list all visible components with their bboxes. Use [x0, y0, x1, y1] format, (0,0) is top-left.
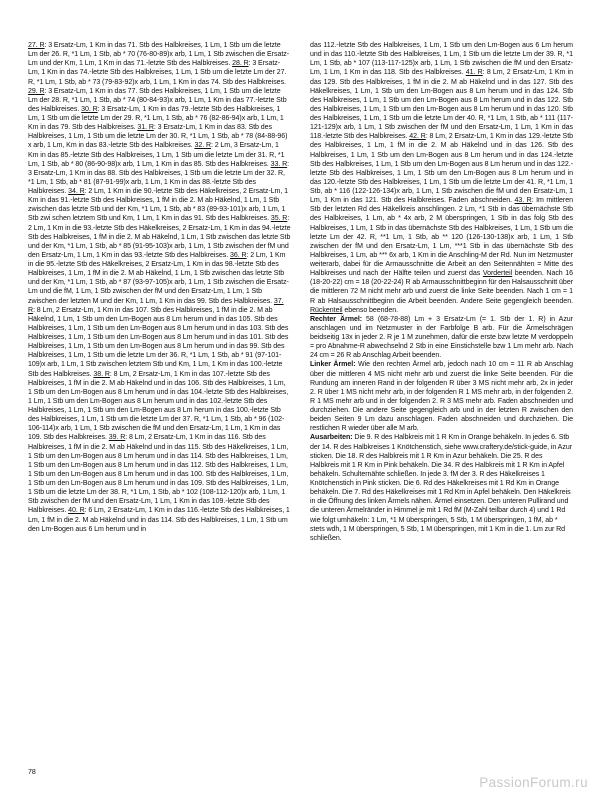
row-marker: 35. R	[270, 215, 288, 223]
two-column-text-body	[28, 41, 574, 751]
text-run: : 8 Lm, 2 Ersatz-Lm, 1 Km in das 129.-letzte Stb des Halbkreises, 1 Lm, 1 fM in die 2. M ab Häkelnd und in das 126. Stb des Halbkreises, 1 Lm, 1 Stb um den Lm-Bogen aus 8 Lm herum und in das 124.-letzte Stb des Halbkreises, 1 Lm, 1 Stb um den Lm-Bogen aus 8 Lm herum und in das 122.-letzte Stb des Halbkreises, 1 Lm, 1 Stb um den Lm-Bogen aus 8 Lm herum und in das 120.-letzte Stb des Halbkreises, 1 Lm, 1 Stb um die letzte Lm der 41. R, *1 Lm, 1 Stb, ab * 116 (122-126-134)x arb, 1 Lm, 1 Stb zwischen die fM und den Ersatz-Lm, 1 Lm, 1 Km in das 121. Stb des Halbkreises. Faden abschneiden.	[310, 133, 573, 205]
text-run: : 2 Lm, 1 Km in die 93.-letzte Stb des Häkelkreises, 2 Ersatz-Lm, 1 Km in das 94.-letzte Stb des Halbkreises, 1 fM in die 2. M ab Häkelnd, 1 Lm, 1 Stb zwischen das letzte Stb und der Km, *1 Lm, 1 Stb, ab * 85 (91-95-103)x arb, 1 Lm, 1 Stb zwischen der fM und den Ersatz-Lm, 1 Lm, 1 Km in das 93.-letzte Stb des Halbkreises.	[28, 215, 291, 259]
row-marker: 43. R	[514, 197, 532, 205]
text-run: Die 9. R des Halbkreis mit 1 R Km in Orange behäkeln. In jedes 6. Stb der 14. R des Halbkreises 1 Knötchenstich, siehe www.craftery.de/stick-guide, in Azur sticken. Die 18. R des Halbkreis mit 1 R Km in Azur behäkeln. Die 25. R des Halbkreis mit 1 R Km in Pink behäkeln. Die 34. R des Halbkreis mit 1 R Km in Apfel behäkeln. Schulternähte schließen. In jede 3. fM der 3. R des Häkelkreises 1 Knötchenstich in Pink sticken. Die 6. Rd des Häkelkreises mit 1 Rd Km in Orange behäkeln. Die 7. Rd des Häkelkreises mit 1 Rd Km in Apfel behäkeln. Den Häkelkreis in die Öffnung des linken Ärmels nähen. Ärmel einsetzen. Den unteren Pullirand und die unteren Ärmelränder in Himmel je mit 1 Rd fM (M-Zahl teilbar durch 4) und 1 Rd wie folgt umhäkeln: 1 Lm, *1 M überspringen, 5 Stb, 1 M überspringen, 1 fM, ab * stets wdh, 1 M überspringen, 5 Stb, 1 M überspringen, mit 1 Km in die 1. Lm zur Rd schließen.	[310, 434, 573, 542]
row-marker: 41. R	[465, 69, 483, 77]
emphasis-term: Rückenteil	[310, 306, 343, 314]
text-run: : 6 Lm, 2 Ersatz-Lm, 1 Km in das 116.-letzte Stb des Halbkreises, 1 Lm, 1 fM in die 2. M ab Häkelnd und in das 114. Stb des Halbkreises, 1 Lm, 1 Stb um den Lm-Bogen aus 6 Lm herum und in	[28, 507, 290, 533]
left-paragraph	[28, 41, 291, 534]
page-number: 78	[28, 769, 36, 776]
text-run: : 8 Lm, 2 Ersatz-Lm, 1 Km in das 107. Stb des Halbkreises, 1 fM in die 2. M ab Häkelnd, 1 Lm, 1 Stb um den Lm-Bogen aus 8 Lm herum und in das 105. Stb des Halbkreises, 1 Lm, 1 Stb um den Lm-Bogen aus 8 Lm herum und in das 103. Stb des Halbkreises, 1 Lm, 1 Stb um den Lm-Bogen aus 8 Lm herum und in das 101. Stb des Halbkreises, 1 Lm, 1 Stb um den Lm-Bogen aus 8 Lm herum und in das 99. Stb des Halbkreises, 1 Lm, 1 Stb um die letzte Lm der 36. R, *1 Lm, 1 Stb, ab * 91 (97-101-109)x arb, 1 Lm, 1 Stb zwischen letztem Stb und Km, 1 Lm, 1 Km in das 100.-letzte Stb des Halbkreises.	[28, 306, 289, 378]
site-watermark: PassionForum.ru	[479, 775, 588, 790]
left-text-column	[28, 41, 291, 751]
right-paragraph	[310, 433, 573, 543]
text-run: : 3 Ersatz-Lm, 1 Km in das 83. Stb des Halbkreises, 1 Lm, 1 Stb um die letzte Lm der 30. R, *1 Lm, 1 Stb, ab * 78 (84-88-96) x arb, 1 Lm, Km in das 83.-letzte Stb des Halbkreises.	[28, 124, 288, 150]
row-marker: 40. R	[68, 507, 85, 515]
text-run: : 8 Lm, 2 Ersatz-Lm, 1 Km in das 129. Stb des Halbkreises, 1 fM in die 2. M ab Häkelnd und in das 127. Stb des Häkelkreises, 1 Lm, 1 Stb um den Lm-Bogen aus 8 Lm herum und in das 124. Stb des Halbkreises, 1 Lm, 1 Stb um den Lm-Bogen aus 8 Lm herum und in das 122. Stb des Halbkreises, 1 Lm, 1 Stb um den Lm-Bogen aus 8 Lm herum und in das 120. Stb des Halbkreises, 1 Lm, 1 Stb um die letzte Lm der 40. R, *1 Lm, 1 Stb, ab * 111 (117-121-129)x arb, 1 Lm, 1 Stb zwischen der fM und den Ersatz-Lm, 1 Lm, 1 Km in das 118.-letzte Stb des Halbkreises.	[310, 69, 574, 141]
row-marker: 37. R	[28, 297, 284, 314]
text-run: ebenso beenden.	[342, 306, 399, 314]
right-paragraph	[310, 41, 573, 315]
text-run: : 3 Ersatz-Lm, 1 Km in das 71. Stb des Halbkreises, 1 Lm, 1 Stb um die letzte Lm der 26. R, *1 Lm, 1 Stb, ab * 70 (76-80-89)x arb, 1 Lm, 1 Stb zwischen die Ersatz-Lm und der Km, 1 Lm, 1 Km in das 71.-letzte Stb des Halbkreises.	[28, 42, 290, 68]
text-run: : 2 Lm, 1 Km in die 90.-letzte Stb des Häkelkreises, 2 Ersatz-Lm, 1 Km in das 91.-letzte Stb des Halbkreises, 1 fM in die 2. M ab Häkelnd, 1 Lm, 1 Stb zwischen das letzte Stb und der Km, *1 Lm, 1 Stb, ab * 83 (89-93-101)x arb, 1 Lm, 1 Stb zwi schen letztem Stb und Km, 1 Lm, 1 Km in das 91. Stb des Halbkreises.	[28, 188, 288, 223]
text-run: Wie den rechten Ärmel arb, jedoch nach 10 cm = 11 R ab Anschlag über die mittleren 4 MS nicht mehr arb und zuerst die linke Seite beenden. Für die Rundung am inneren Rand in der folgenden R über 3 MS nicht mehr arb, 2x in jeder 2. R über 1 MS nicht mehr arb, in der folgenden R 1 MS mehr arb, in der folgenden 2. R 1 MS mehr arb und in der folgenden 2. R 3 MS mehr arb. Faden abschneiden und durchziehen. Die andere Seite gegengleich arb und in der letzten R zwischen den beiden Seiten 9 Lm dazu anschlagen. Faden abschneiden und durchziehen. Die restlichen R wieder über alle M arb.	[310, 361, 573, 433]
text-run: : 2 Lm, 1 Km in die 95.-letzte Stb des Häkelkreises, 2 Ersatz-Lm, 1 Km in das 98.-letzte Stb des Halbkreises, 1 Lm, 1 fM in die 2. M ab Häkelnd, 1 Lm, 1 Stb zwischen das letzte Stb und der Km, *1 Lm, 1 Stb, ab * 87 (93-97-105)x arb, 1 Lm, 1 Stb zwischen die Ersatz-Lm und die fM, 1 Lm, 1 Stb zwischen der fM und den Ersatz-Lm, 1 Lm, 1 Stb zwischen der letzten M und der Km, 1 Lm, 1 Km in das 99. Stb des Halbkreises.	[28, 251, 289, 305]
row-marker: 36. R	[229, 251, 247, 259]
row-marker: 32. R	[194, 142, 211, 150]
text-run: : 8 Lm, 2 Ersatz-Lm, 1 Km in das 116. Stb des Halbkreises, 1 fM in die 2. M ab Häkelnd und in das 115. Stb des Häkelkreises, 1 Lm, 1 Stb um den Lm-Bogen aus 8 Lm herum und in das 114. Stb des Halbkreises, 1 Lm, 1 Stb um den Lm-Bogen aus 8 Lm herum und in das 112. Stb des Halbkreises, 1 Lm, 1 Stb um den Lm-Bogen aus 8 Lm herum und in das 100. Stb des Halbkreises, 1 Lm, 1 Stb um den Lm-Bogen aus 8 Lm herum und in das 109. Stb des Halbkreises, 1 Lm, 1 Stb um die letzte Lm der 38. R, *1 Lm, 1 Stb, ab * 102 (108-112-120)x arb, 1 Lm, 1 Stb zwischen der fM und den Ersatz-Lm, 1 Lm, 1 Km in das 109.-letzte Stb des Halbkreises.	[28, 434, 289, 515]
row-marker: 27. R	[28, 42, 45, 49]
right-paragraph	[310, 315, 573, 361]
row-marker: 30. R	[81, 105, 98, 113]
section-heading-inline: Rechter Ärmel:	[310, 315, 363, 323]
text-run: : 2 Lm, 3 Ersatz-Lm, 1 Km in das 85.-letzte Stb des Halbkreises, 1 Lm, 1 Stb um die letzte Lm der 31. R, *1 Lm, 1 Stb, ab * 80 (86-90-98)x arb, 1 Lm, 1 Km in das 85. Stb des Halbkreises.	[28, 142, 285, 168]
right-text-column	[310, 41, 573, 751]
section-heading-inline: Ausarbeiten:	[310, 434, 353, 442]
emphasis-term: Vorderteil	[482, 270, 513, 278]
text-run: : 3 Ersatz-Lm, 1 Km in das 79.-letzte Stb des Halbkreises, 1 Lm, 1 Stb um die letzte Lm der 29. R, *1 Lm, 1 Stb, ab * 76 (82-86-94)x arb, 1 Lm, 1 Km in das 79. Stb des Halbkreises.	[28, 105, 284, 132]
section-heading-inline: Linker Ärmel:	[310, 361, 356, 369]
row-marker: 28. R	[232, 60, 249, 68]
text-run: : Im mittleren Stb der letzten Rd des Häkelkreis anschlingen. 2 Lm, *1 Stb in das übernächste Stb des Halbkreises, 1 Lm, ab * 4x arb, 2 M überspringen, 1 Stb in das folg Stb des Halbkreises, 1 Lm, 1 Stb in das übernächste Stb des Halbkreises, 1 Lm, 1 Stb um die letzte Lm der 42. R, **1 Lm, 1 Stb, ab ** 120 (126-130-138)x arb, 1 Lm, 1 Stb zwischen der fM und den Ersatz-Lm, 1 Lm, ***1 Stb in das übernächste Stb des Halbkreises, 1 Lm, ab *** 6x arb, 1 Km in die Anschling-M der Rd. Nun im Netzmuster weiterarb, dabei für die Armausschnitte die Arbeit an den Seitennähten = Mitte des Halbkreises und nach der Hälfte teilen und zuerst das	[310, 197, 573, 278]
text-run: das 112.-letzte Stb des Halbkreises, 1 Lm, 1 Stb um den Lm-Bogen aus 6 Lm herum und in das 110.-letzte Stb des Halbkreises, 1 Lm, 1 Stb um die letzte Lm der 39. R, *1 Lm, 1 Stb, ab * 107 (113-117-125)x arb, 1 Lm, 1 Stb zwischen die fM und den Ersatz-Lm, 1 Lm, 1 Km in das 118. Stb des Halbkreises.	[310, 42, 573, 77]
text-run: 58 (68-78-88) Lm + 3 Ersatz-Lm (= 1. Stb der 1. R) in Azur anschlagen und im Netzmuster in der Farbfolge B arb. Für die Ärmelschrägen beidseitig 13x in jeder 2. R je 1 M zunehmen, dafür die erste bzw letzte M verdoppeln = pro Abnahme-R abwechselnd 2 Stb in eine Einstichstelle bzw 1 Lm mehr arb. Nach 24 cm = 26 R ab Anschlag Arbeit beenden.	[310, 315, 573, 360]
text-run: : 3 Ersatz-Lm, 1 Km in das 77. Stb des Halbkreises, 1 Lm, 1 Stb um die letzte Lm der 28. R, *1 Lm, 1 Stb, ab * 74 (80-84-93)x arb, 1 Lm, 1 Km in das 77.-letzte Stb des Halbkreises.	[28, 87, 287, 113]
row-marker: 31. R	[137, 124, 154, 132]
row-marker: 29. R	[28, 87, 45, 95]
row-marker: 42. R	[409, 133, 426, 141]
text-run: : 3 Ersatz-Lm, 1 Km in das 74.-letzte Stb des Halbkreises, 1 Lm, 1 Stb um die letzte Lm der 27. R, *1 Lm, 1 Stb, ab * 73 (79-83-92)x arb, 1 Lm, 1 Km in das 74. Stb des Halbkreises.	[28, 60, 287, 86]
row-marker: 38. R	[93, 370, 110, 378]
row-marker: 33. R	[270, 160, 288, 168]
text-run: beenden. Nach 16 (18-20-22) cm = 18 (20-22-24) R ab Armausschnittbeginn für den Halsausschnitt über die mittleren 72 M nicht mehr arb und zuerst die linke Seite beenden. Nach 1 cm = 1 R ab Halsausschnittbeginn die Arbeit beenden. Andere Seite gegengleich beenden.	[310, 270, 573, 305]
right-paragraph	[310, 360, 573, 433]
text-run: : 3 Ersatz-Lm, 1 Km in das 88. Stb des Halbkreises, 1 Stb um die letzte Lm der 32. R, *1 Lm, 1 Stb, ab * 81 (87-91-99)x arb, 1 Lm, 1 Km in das 88.-letzte Stb des Halbkreises.	[28, 160, 290, 195]
row-marker: 39. R	[108, 434, 126, 442]
text-run: : 8 Lm, 2 Ersatz-Lm, 1 Km in das 107.-letzte Stb des Halbkreises, 1 fM in die 2. M ab Häkelnd und in das 106. Stb des Halbkreises, 1 Lm, 1 Stb um den Lm-Bogen aus 8 Lm herum und in das 104.-letzte Stb des Halbkreises, 1 Lm, 1 Stb um den Lm-Bogen aus 8 Lm herum und in das 102.-letzte Stb des Halbkreises, 1 Lm, 1 Stb um den Lm-Bogen aus 8 Lm herum in das 100.-letzte Stb des Halbkreises, 1 Lm, 1 Stb um die letzte Lm der 37. R, *1 Lm, 1 Stb, ab * 96 (102-106-114)x arb, 1 Lm, 1 Stb zwischen die fM und den Ersatz-Lm, 1 Lm, 1 Km in das 109. Stb des Halbkreises.	[28, 370, 289, 442]
row-marker: 34. R	[68, 188, 85, 195]
